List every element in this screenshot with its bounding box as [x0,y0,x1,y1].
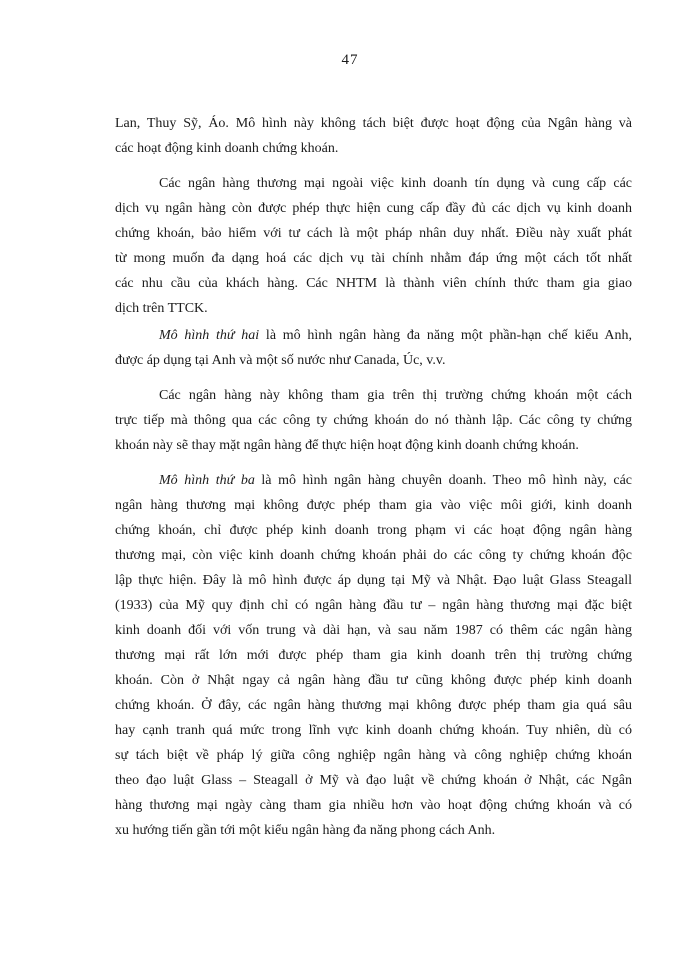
text-line: dịch trên TTCK. [115,301,208,316]
italic-lead: Mô hình thứ ba [159,473,255,488]
text-line: các hoạt động kinh doanh chứng khoán. [115,141,339,156]
text-line: hay cạnh tranh quá mức trong lĩnh vực kinh doanh chứng khoán. Tuy nhiên, dù có [115,723,632,738]
text-line: Lan, Thuy Sỹ, Áo. Mô hình này không tách biệt được hoạt động của Ngân hàng và [115,116,632,131]
paragraph [115,383,632,458]
text-line: (1933) của Mỹ quy định chỉ có ngân hàng đầu tư – ngân hàng thương mại đặc biệt [115,598,632,613]
text-line: thương mại, còn việc kinh doanh chứng khoán phải do các công ty chứng khoán độc [115,548,632,563]
paragraph [115,323,632,373]
text-line: chứng khoán, chỉ được phép kinh doanh trong phạm vi các hoạt động ngân hàng [115,523,632,538]
text-line: chứng khoán. Ở đây, các ngân hàng thương mại không được phép tham gia quá sâu [115,698,632,713]
text-line: Các ngân hàng này không tham gia trên thị trường chứng khoán một cách [159,388,632,403]
text-line: các nhu cầu của khách hàng. Các NHTM là thành viên chính thức tham gia giao [115,276,632,291]
text-line: dịch vụ ngân hàng còn được phép thực hiện cung cấp đầy đủ các dịch vụ kinh doanh [115,201,632,216]
page-number: 47 [341,52,359,68]
text-line: khoán. Còn ở Nhật ngay cả ngân hàng đầu tư cũng không được phép kinh doanh [115,673,632,688]
paragraph [115,171,632,321]
document-body [115,111,632,843]
text-line: chứng khoán, bảo hiểm với tư cách là một pháp nhân duy nhất. Điều này xuất phát [115,226,632,241]
italic-lead: Mô hình thứ hai [159,328,260,343]
text-line: sự tách biệt về pháp lý giữa công nghiệp ngân hàng và công nghiệp chứng khoán [115,748,632,763]
text-line: Các ngân hàng thương mại ngoài việc kinh doanh tín dụng và cung cấp các [159,176,632,191]
text-line: xu hướng tiến gần tới một kiểu ngân hàng đa năng phong cách Anh. [115,823,496,838]
text-line: khoán này sẽ thay mặt ngân hàng để thực hiện hoạt động kinh doanh chứng khoán. [115,438,579,453]
text-line: theo đạo luật Glass – Steagall ở Mỹ và đạo luật về chứng khoán ở Nhật, các Ngân [115,773,632,788]
text-line: kinh doanh đối với vốn trung và dài hạn, và sau năm 1987 có thêm các ngân hàng [115,623,632,638]
text-line: trực tiếp mà thông qua các công ty chứng khoán do nó thành lập. Các công ty chứng [115,413,632,428]
text-line: hàng thương mại ngày càng tham gia nhiều hơn vào hoạt động chứng khoán và có [115,798,632,813]
text-line: được áp dụng tại Anh và một số nước như Canada, Úc, v.v. [115,353,446,368]
paragraph [115,111,632,161]
text-line: ngân hàng thương mại không được phép tham gia vào việc môi giới, kinh doanh [115,498,632,513]
text-line: từ mong muốn đa dạng hoá các dịch vụ tài chính nhằm đáp ứng một cách tốt nhất [115,251,632,266]
paragraph [115,468,632,843]
text-run: là mô hình ngân hàng chuyên doanh. Theo mô hình này, các [254,473,632,488]
text-run: là mô hình ngân hàng đa năng một phần-hạn chế kiểu Anh, [259,328,633,343]
text-line: thương mại rất lớn mới được phép tham gia kinh doanh trên thị trường chứng [115,648,632,663]
text-line: lập thực hiện. Đây là mô hình được áp dụng tại Mỹ và Nhật. Đạo luật Glass Steagall [115,573,632,588]
text-line [115,323,632,348]
text-line [115,468,632,493]
